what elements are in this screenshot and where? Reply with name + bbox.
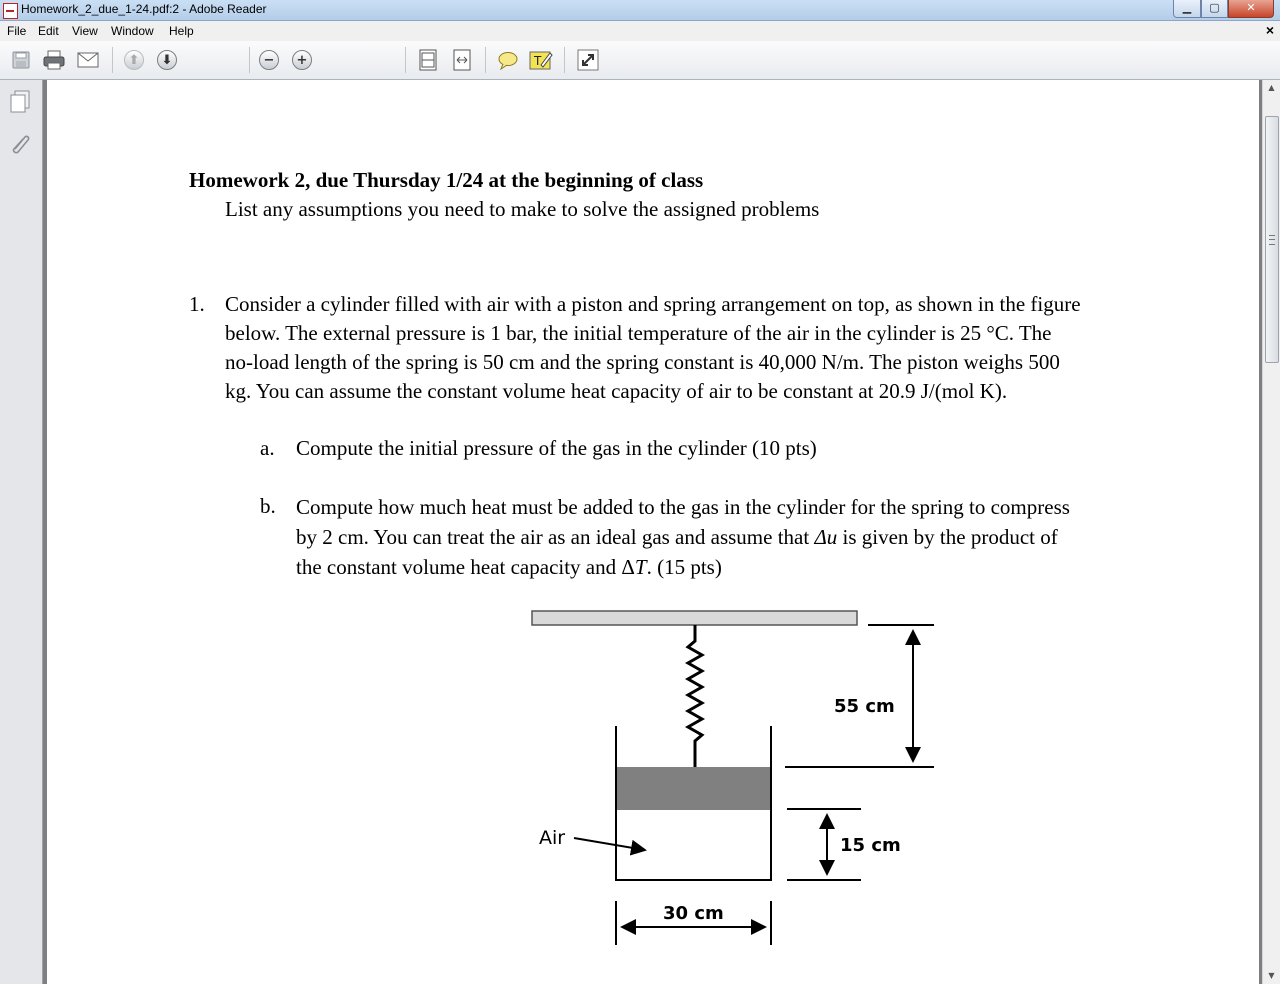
- homework-title: Homework 2, due Thursday 1/24 at the beginning of class: [189, 168, 704, 192]
- pdf-page: [47, 80, 1259, 984]
- menu-edit[interactable]: Edit: [38, 24, 59, 38]
- temperature-symbol: T: [634, 555, 647, 579]
- scroll-up-icon[interactable]: ▲: [1268, 83, 1275, 92]
- question-1-number: 1.: [189, 292, 205, 316]
- question-1-line: kg. You can assume the constant volume heat capacity of air to be constant at 20.9 J/(mol K).: [225, 379, 1008, 403]
- part-b-text: [296, 492, 1070, 582]
- next-page-icon[interactable]: ⬇: [155, 49, 179, 71]
- scroll-down-icon[interactable]: ▼: [1268, 971, 1275, 980]
- part-b-line3-pre: the constant volume heat capacity and Δ: [296, 555, 635, 579]
- part-a-label: a.: [260, 436, 275, 460]
- label-air: Air: [539, 827, 566, 849]
- part-b-line: [296, 552, 1070, 582]
- attachments-icon[interactable]: [8, 131, 32, 155]
- question-1-text: [225, 290, 1125, 406]
- part-b-line2-pre: by 2 cm. You can treat the air as an ideal gas and assume that: [296, 525, 815, 549]
- part-a-text: Compute the initial pressure of the gas in the cylinder (10 pts): [296, 436, 817, 460]
- adobe-reader-icon: [3, 3, 18, 19]
- toolbar: [0, 41, 1280, 80]
- email-icon[interactable]: [76, 49, 100, 71]
- sticky-note-icon[interactable]: [496, 49, 520, 71]
- title-bar: [0, 0, 1280, 21]
- pages-icon[interactable]: [8, 89, 32, 113]
- menu-file[interactable]: File: [7, 24, 27, 38]
- spring: [688, 625, 702, 767]
- svg-text:T: T: [534, 54, 542, 68]
- fit-width-icon[interactable]: [450, 49, 474, 71]
- zoom-in-icon[interactable]: +: [290, 49, 314, 71]
- save-icon[interactable]: [9, 49, 33, 71]
- print-icon[interactable]: [42, 49, 66, 71]
- air-arrow: [574, 838, 645, 850]
- zoom-out-icon[interactable]: −: [257, 49, 281, 71]
- prev-page-icon[interactable]: ⬆: [122, 49, 146, 71]
- question-1-line: Consider a cylinder filled with air with a piston and spring arrangement on top, as shown in the figure: [225, 292, 1081, 316]
- part-b-label: b.: [260, 494, 276, 518]
- maximize-button[interactable]: ▢: [1201, 0, 1228, 18]
- label-30-cm: 30 cm: [663, 903, 724, 924]
- window-title: Homework_2_due_1-24.pdf:2 - Adobe Reader: [21, 2, 267, 16]
- delta-u-symbol: Δu: [814, 525, 838, 549]
- close-document-button[interactable]: ×: [1265, 22, 1274, 38]
- part-b-line3-post: . (15 pts): [646, 555, 722, 579]
- scrollbar-thumb[interactable]: [1265, 116, 1279, 363]
- label-55-cm: 55 cm: [834, 696, 895, 717]
- part-b-line2-post: is given by the product of: [837, 525, 1058, 549]
- minimize-button[interactable]: ▁: [1173, 0, 1201, 18]
- question-1-line: below. The external pressure is 1 bar, the initial temperature of the air in the cylinder is 25 °C. The: [225, 321, 1052, 345]
- menu-view[interactable]: View: [72, 24, 98, 38]
- fit-page-icon[interactable]: [416, 49, 440, 71]
- part-b-line: [296, 522, 1070, 552]
- highlight-icon[interactable]: [529, 49, 553, 71]
- ceiling-plate: [532, 611, 857, 625]
- homework-subtitle: List any assumptions you need to make to solve the assigned problems: [225, 197, 820, 221]
- label-15-cm: 15 cm: [840, 835, 901, 856]
- cylinder-figure: [522, 605, 952, 975]
- part-b-line: Compute how much heat must be added to the gas in the cylinder for the spring to compress: [296, 495, 1070, 519]
- navigation-pane: [0, 80, 43, 984]
- vertical-scrollbar[interactable]: [1262, 80, 1280, 984]
- close-button[interactable]: ✕: [1228, 0, 1274, 18]
- menu-bar: [0, 21, 1280, 41]
- menu-help[interactable]: Help: [169, 24, 194, 38]
- document-view[interactable]: [43, 80, 1262, 984]
- menu-window[interactable]: Window: [111, 24, 154, 38]
- piston: [617, 767, 770, 810]
- question-1-line: no-load length of the spring is 50 cm and the spring constant is 40,000 N/m. The piston weighs 500: [225, 350, 1060, 374]
- full-screen-icon[interactable]: [576, 49, 600, 71]
